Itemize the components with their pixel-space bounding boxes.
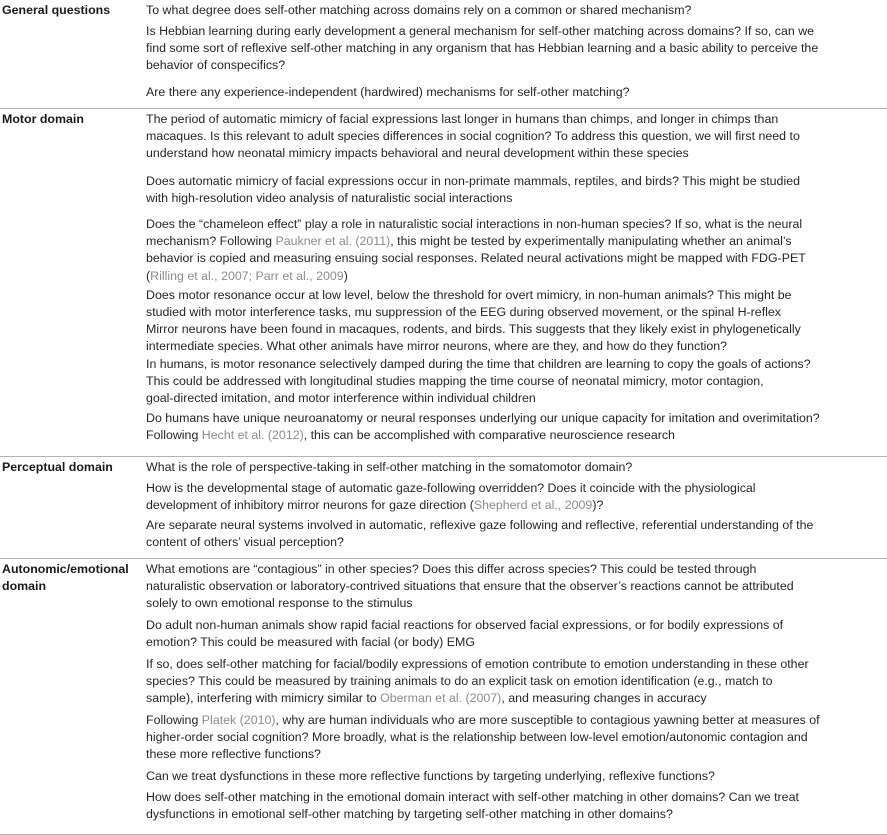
question-item: In humans, is motor resonance selectively damped during the time that children are learning to copy the goals of actions? This could be addressed with longitudinal studies mapping the time course of neonatal mimicry, motor contagion, goal-directed imitation, and motor interference within individual children [146, 357, 811, 406]
question-item: Does motor resonance occur at low level, below the threshold for overt mimicry, in non-human animals? This might be studied with motor interference tasks, mu suppression of the EEG during observed movement, or the spinal H-reflex [146, 288, 792, 320]
category-label: Perceptual domain [2, 460, 113, 474]
question-item: How does self-other matching in the emotional domain interact with self-other matching in other domains? Can we treat dysfunctions in emotional self-other matching by targeting self-other matching in other domains? [146, 790, 799, 822]
category-label: Motor domain [2, 112, 84, 126]
table-row [0, 457, 887, 559]
question-item: Following Platek (2010), why are human individuals who are more susceptible to contagious yawning better at measures of higher-order social cognition? More broadly, what is the relationship between low-level emotion/autonomic contagion and these more reflective functions? [146, 713, 820, 762]
question-item: How is the developmental stage of automatic gaze-following overridden? Does it coincide with the physiological development of inhibitory mirror neurons for gaze direction (Shepherd et al., 2009)? [146, 481, 756, 513]
table-row [0, 109, 887, 457]
question-item: Do adult non-human animals show rapid facial reactions for observed facial expressions, or for bodily expressions of emotion? This could be measured with facial (or body) EMG [146, 618, 784, 650]
citation-link[interactable]: Hecht et al. (2012) [201, 428, 304, 443]
question-item: What is the role of perspective-taking in self-other matching in the somatomotor domain? [146, 460, 633, 474]
question-item: Are separate neural systems involved in automatic, reflexive gaze following and reflective, referential understanding of the content of others’ visual perception? [146, 518, 814, 550]
question-item: The period of automatic mimicry of facial expressions last longer in humans than chimps, and longer in chimps than macaques. Is this relevant to adult species differences in social cognition? To address this question, we will first need to understand how neonatal mimicry impacts behavioral and neural development within these species [146, 112, 800, 161]
category-label: Autonomic/emotional domain [2, 562, 129, 594]
question-item: Do humans have unique neuroanatomy or neural responses underlying our unique capacity for imitation and overimitation? Following Hecht et al. (2012), this can be accomplished with comparative neuroscience research [146, 411, 820, 443]
citation-link[interactable]: Paukner et al. (2011) [275, 234, 391, 249]
question-item: Does automatic mimicry of facial expressions occur in non-primate mammals, reptiles, and birds? This might be studied with high-resolution video analysis of naturalistic social interactions [146, 174, 800, 206]
question-item: Is Hebbian learning during early development a general mechanism for self-other matching across domains? If so, can we find some sort of reflexive self-other matching in any organism that has Hebbian learning and a basic ability to perceive the behavior of conspecifics? [146, 24, 819, 73]
citation-link[interactable]: Oberman et al. (2007) [380, 691, 502, 706]
question-item: To what degree does self-other matching across domains rely on a common or shared mechanism? [146, 3, 692, 17]
table-row [0, 559, 887, 835]
question-item: If so, does self-other matching for facial/bodily expressions of emotion contribute to emotion understanding in these other species? This could be measured by training animals to do an explicit task on emotion identification (e.g., match to sample), interfering with mimicry similar to Oberman et al. (2007), and measuring changes in accuracy [146, 657, 809, 706]
citation-link[interactable]: Shepherd et al., 2009 [473, 498, 593, 513]
question-item: Are there any experience-independent (hardwired) mechanisms for self-other matching? [146, 85, 630, 99]
citation-link[interactable]: Rilling et al., 2007; Parr et al., 2009 [150, 268, 344, 283]
question-item: Does the “chameleon effect” play a role in naturalistic social interactions in non-human species? If so, what is the neural mechanism? Following Paukner et al. (2011), this might be tested by experimentally manipulating whether an animal’s behavior is copied and measuring ensuing social responses. Related neural activations might be mapped with FDG-PET (Rilling et al., 2007; Parr et al., 2009) [146, 217, 806, 283]
question-item: Mirror neurons have been found in macaques, rodents, and birds. This suggests that they likely exist in phylogenetically intermediate species. What other animals have mirror neurons, where are they, and how do they function? [146, 322, 801, 354]
category-label: General questions [2, 3, 111, 17]
question-item: What emotions are “contagious” in other species? Does this differ across species? This could be tested through naturalistic observation or laboratory-contrived situations that ensure that the observer’s reactions cannot be attributed solely to own emotional response to the stimulus [146, 562, 794, 611]
table-row [0, 0, 887, 109]
citation-link[interactable]: Platek (2010) [201, 713, 276, 727]
question-item: Can we treat dysfunctions in these more reflective functions by targeting underlying, reflexive functions? [146, 769, 715, 783]
